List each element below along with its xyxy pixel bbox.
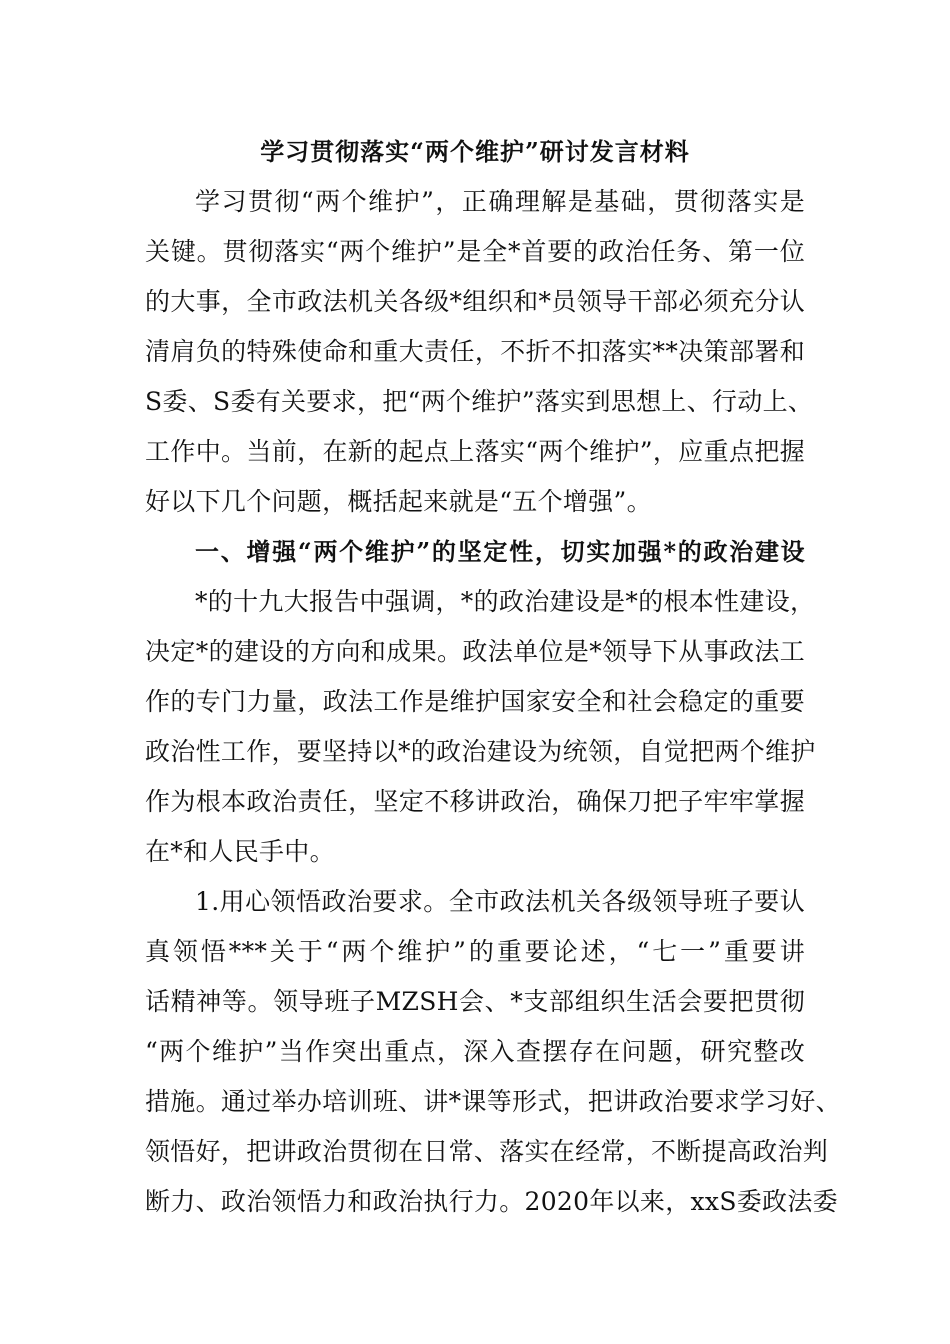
paragraph-line: S委、S委有关要求，把“两个维护”落实到思想上、行动上、: [145, 387, 814, 416]
paragraph-line: “两个维护”当作突出重点，深入查摆存在问题，研究整改: [145, 1037, 805, 1066]
paragraph-line: 领悟好，把讲政治贯彻在日常、落实在经常，不断提高政治判: [145, 1137, 829, 1166]
section-heading: 一、增强“两个维护”的坚定性，切实加强*的政治建设: [195, 537, 805, 566]
paragraph-line: 决定*的建设的方向和成果。政法单位是*领导下从事政法工: [145, 637, 805, 666]
paragraph-line: *的十九大报告中强调，*的政治建设是*的根本性建设，: [195, 587, 816, 616]
paragraph-line: 关键。贯彻落实“两个维护”是全*首要的政治任务、第一位: [145, 237, 805, 266]
document-title: 学习贯彻落实“两个维护”研讨发言材料: [260, 137, 690, 166]
paragraph-line: 措施。通过举办培训班、讲*课等形式，把讲政治要求学习好、: [145, 1087, 841, 1116]
paragraph-line: 作为根本政治责任，坚定不移讲政治，确保刀把子牢牢掌握: [145, 787, 805, 816]
paragraph-line: 作的专门力量，政法工作是维护国家安全和社会稳定的重要: [145, 687, 805, 716]
paragraph-line: 话精神等。领导班子MZSH会、*支部组织生活会要把贯彻: [145, 987, 805, 1016]
paragraph-line: 工作中。当前，在新的起点上落实“两个维护”，应重点把握: [145, 437, 805, 466]
paragraph-line: 学习贯彻“两个维护”，正确理解是基础，贯彻落实是: [195, 187, 805, 216]
paragraph-line: 1.用心领悟政治要求。全市政法机关各级领导班子要认: [195, 887, 805, 916]
paragraph-line: 的大事，全市政法机关各级*组织和*员领导干部必须充分认: [145, 287, 805, 316]
paragraph-line: 好以下几个问题，概括起来就是“五个增强”。: [145, 487, 652, 516]
paragraph-line: 政治性工作，要坚持以*的政治建设为统领，自觉把两个维护: [145, 737, 816, 766]
paragraph-line: 在*和人民手中。: [145, 837, 335, 866]
paragraph-line: 真领悟***关于“两个维护”的重要论述，“七一”重要讲: [145, 937, 805, 966]
paragraph-line: 断力、政治领悟力和政治执行力。2020年以来，xxS委政法委: [145, 1187, 838, 1216]
paragraph-line: 清肩负的特殊使命和重大责任，不折不扣落实**决策部署和: [145, 337, 805, 366]
